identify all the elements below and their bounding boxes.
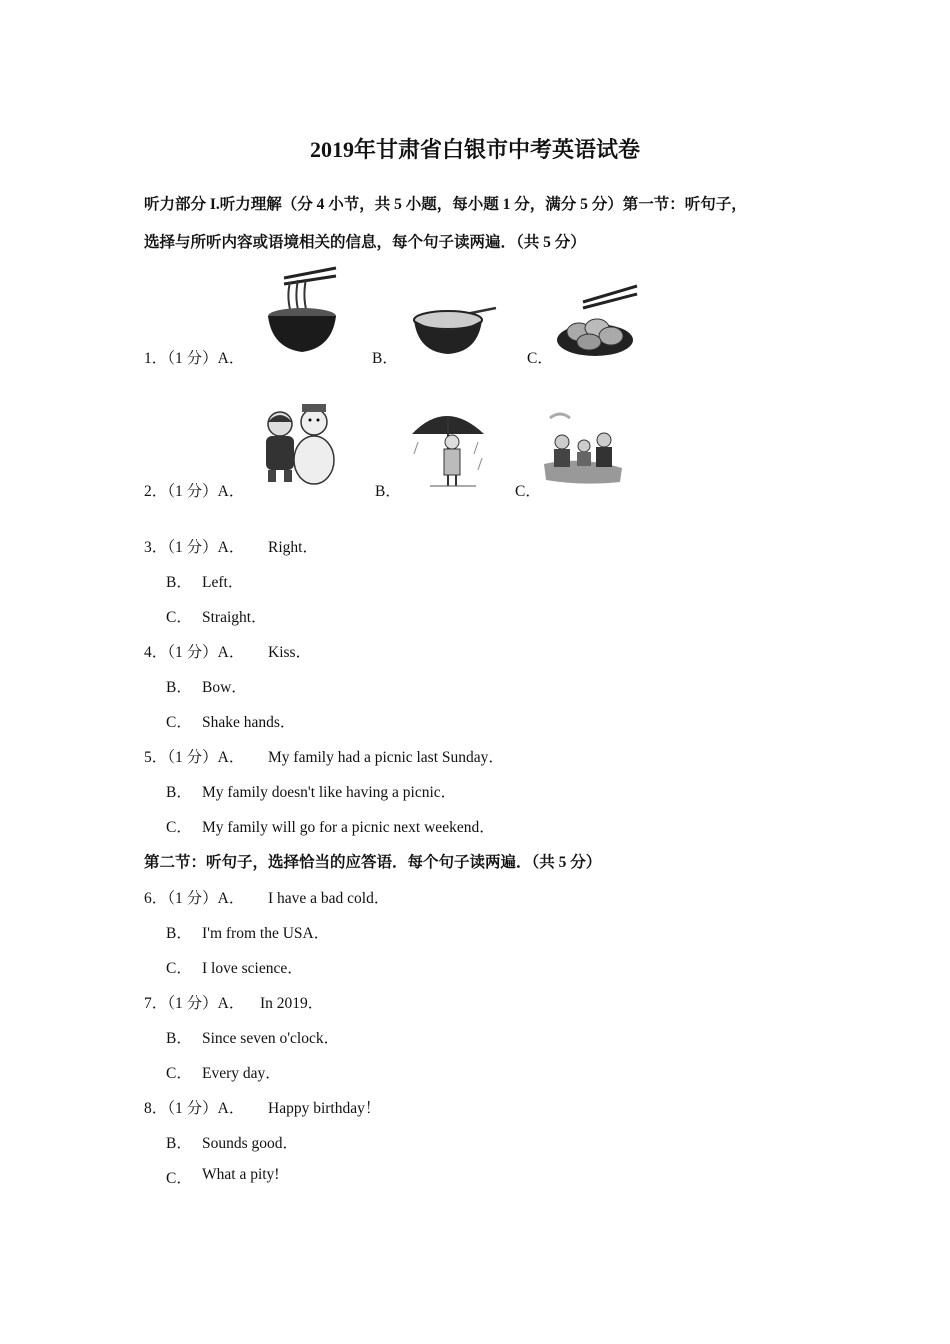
q6-option-b: I'm from the USA． bbox=[202, 925, 330, 942]
q6-option-b-label: B． bbox=[166, 925, 192, 942]
section1-heading-line1: 听力部分 I.听力理解（分 4 小节，共 5 小题，每小题 1 分，满分 5 分）第一节：听句子， bbox=[144, 196, 747, 213]
q7-prefix: 7．（1 分）A． bbox=[144, 995, 245, 1012]
q8-option-b-label: B． bbox=[166, 1135, 192, 1152]
q6-option-c: I love science． bbox=[202, 960, 303, 977]
q7-option-a: In 2019． bbox=[260, 995, 324, 1012]
q6-prefix: 6．（1 分）A． bbox=[144, 890, 245, 907]
picnic-family-icon bbox=[540, 408, 626, 486]
q2-option-c: C． bbox=[515, 483, 541, 500]
q8-option-c: What a pity! bbox=[202, 1166, 280, 1183]
q5-prefix: 5．（1 分）A． bbox=[144, 749, 245, 766]
dumplings-icon bbox=[553, 282, 641, 360]
q3-prefix: 3．（1 分）A． bbox=[144, 539, 245, 556]
q1-option-b: B． bbox=[372, 350, 398, 367]
snowman-icon bbox=[258, 400, 338, 488]
q4-option-c-label: C． bbox=[166, 714, 192, 731]
rice-bowl-icon bbox=[406, 300, 498, 358]
noodle-bowl-icon bbox=[262, 264, 342, 356]
umbrella-rain-icon bbox=[408, 402, 490, 490]
q6-option-c-label: C． bbox=[166, 960, 192, 977]
q8-option-b: Sounds good． bbox=[202, 1135, 299, 1152]
q4-option-a: Kiss． bbox=[268, 644, 312, 661]
q4-option-b-label: B． bbox=[166, 679, 192, 696]
q3-option-b-label: B． bbox=[166, 574, 192, 591]
q4-prefix: 4．（1 分）A． bbox=[144, 644, 245, 661]
q5-option-b: My family doesn't like having a picnic． bbox=[202, 784, 457, 801]
q3-option-a: Right． bbox=[268, 539, 318, 556]
section2-heading: 第二节：听句子，选择恰当的应答语．每个句子读两遍．（共 5 分） bbox=[144, 854, 602, 871]
q5-option-b-label: B． bbox=[166, 784, 192, 801]
section1-heading-line2: 选择与所听内容或语境相关的信息，每个句子读两遍．（共 5 分） bbox=[144, 234, 586, 251]
q8-option-a: Happy birthday！ bbox=[268, 1100, 381, 1117]
q4-option-b: Bow． bbox=[202, 679, 247, 696]
q7-option-c: Every day． bbox=[202, 1065, 281, 1082]
q3-option-c-label: C． bbox=[166, 609, 192, 626]
q1-option-c: C． bbox=[527, 350, 553, 367]
page-title: 2019年甘肃省白银市中考英语试卷 bbox=[309, 137, 640, 162]
q7-option-c-label: C． bbox=[166, 1065, 192, 1082]
q8-prefix: 8．（1 分）A． bbox=[144, 1100, 245, 1117]
q5-option-c-label: C． bbox=[166, 819, 192, 836]
q3-option-b: Left． bbox=[202, 574, 244, 591]
q2-option-b: B． bbox=[375, 483, 401, 500]
q1-prefix: 1．（1 分）A． bbox=[144, 350, 245, 367]
q5-option-a: My family had a picnic last Sunday． bbox=[268, 749, 504, 766]
q7-option-b: Since seven o'clock． bbox=[202, 1030, 340, 1047]
q7-option-b-label: B． bbox=[166, 1030, 192, 1047]
q3-option-c: Straight． bbox=[202, 609, 267, 626]
q4-option-c: Shake hands． bbox=[202, 714, 296, 731]
q2-prefix: 2．（1 分）A． bbox=[144, 483, 245, 500]
q6-option-a: I have a bad cold． bbox=[268, 890, 390, 907]
q5-option-c: My family will go for a picnic next weekend． bbox=[202, 819, 495, 836]
q8-option-c-label: C． bbox=[166, 1170, 192, 1187]
